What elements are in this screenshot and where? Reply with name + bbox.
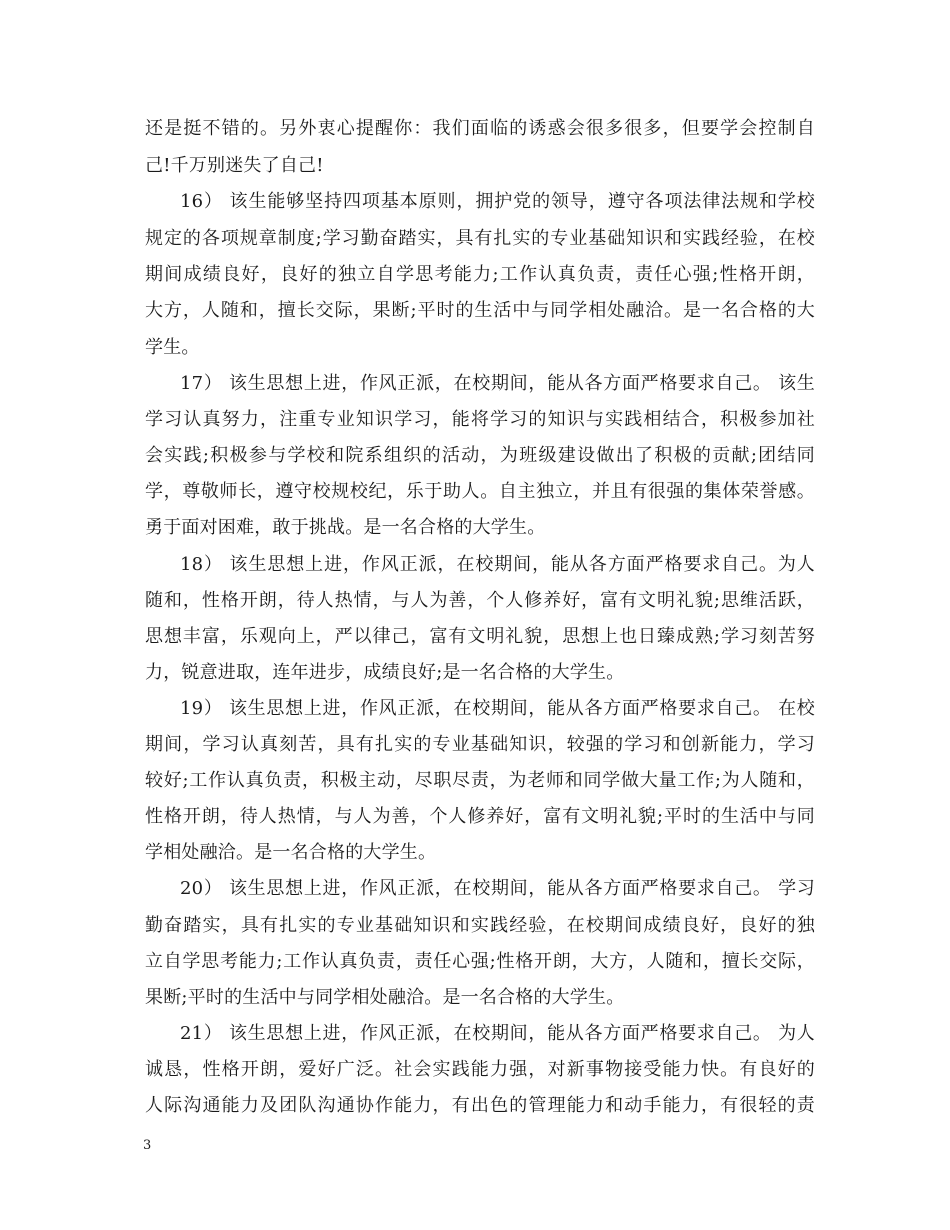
paragraph-21-first-line: 21） 该生思想上进，作风正派，在校期间，能从各方面严格要求自己。 为人 <box>180 1023 815 1044</box>
paragraph-17-first-line: 17） 该生思想上进，作风正派，在校期间，能从各方面严格要求自己。 该生 <box>180 373 815 394</box>
paragraph-line: 性格开朗，待人热情，与人为善，个人修养好，富有文明礼貌;平时的生活中与同 <box>145 806 815 827</box>
paragraph-line: 学，尊敬师长，遵守校规校纪，乐于助人。自主独立，并且有很强的集体荣誉感。 <box>145 481 815 502</box>
paragraph-19-first-line: 19） 该生思想上进，作风正派，在校期间，能从各方面严格要求自己。 在校 <box>180 698 815 719</box>
paragraph-line: 力，锐意进取，连年进步，成绩良好;是一名合格的大学生。 <box>145 662 625 683</box>
paragraph-line: 规定的各项规章制度;学习勤奋踏实，具有扎实的专业基础知识和实践经验，在校 <box>145 228 815 249</box>
paragraph-line: 学习认真努力，注重专业知识学习，能将学习的知识与实践相结合，积极参加社 <box>145 409 815 430</box>
paragraph-line: 诚恳，性格开朗，爱好广泛。社会实践能力强，对新事物接受能力快。有良好的 <box>145 1059 815 1080</box>
paragraph-line: 立自学思考能力;工作认真负责，责任心强;性格开朗，大方，人随和，擅长交际， <box>145 951 815 972</box>
paragraph-line: 学相处融洽。是一名合格的大学生。 <box>145 842 437 863</box>
paragraph-line: 学生。 <box>145 337 200 358</box>
paragraph-18-first-line: 18） 该生思想上进，作风正派，在校期间，能从各方面严格要求自己。为人 <box>180 554 815 575</box>
paragraph-line: 思想丰富，乐观向上，严以律己，富有文明礼貌，思想上也日臻成熟;学习刻苦努 <box>145 626 815 647</box>
paragraph-line: 期间，学习认真刻苦，具有扎实的专业基础知识，较强的学习和创新能力，学习 <box>145 734 815 755</box>
paragraph-line: 果断;平时的生活中与同学相处融洽。是一名合格的大学生。 <box>145 987 625 1008</box>
page-number: 3 <box>143 1138 152 1153</box>
paragraph-line: 勤奋踏实，具有扎实的专业基础知识和实践经验，在校期间成绩良好，良好的独 <box>145 915 815 936</box>
paragraph-line: 较好;工作认真负责，积极主动，尽职尽责，为老师和同学做大量工作;为人随和， <box>145 770 815 791</box>
paragraph-line: 大方，人随和，擅长交际，果断;平时的生活中与同学相处融洽。是一名合格的大 <box>145 300 815 321</box>
paragraph-16-first-line: 16） 该生能够坚持四项基本原则，拥护党的领导，遵守各项法律法规和学校 <box>180 191 815 212</box>
paragraph-line: 人际沟通能力及团队沟通协作能力，有出色的管理能力和动手能力，有很轻的责 <box>145 1095 815 1116</box>
paragraph-20-first-line: 20） 该生思想上进，作风正派，在校期间，能从各方面严格要求自己。 学习 <box>180 878 815 899</box>
paragraph-line: 勇于面对困难，敢于挑战。是一名合格的大学生。 <box>145 517 546 538</box>
paragraph-line: 随和，性格开朗，待人热情，与人为善，个人修养好，富有文明礼貌;思维活跃， <box>145 590 815 611</box>
paragraph-line: 会实践;积极参与学校和院系组织的活动，为班级建设做出了积极的贡献;团结同 <box>145 445 815 466</box>
paragraph-line: 期间成绩良好，良好的独立自学思考能力;工作认真负责，责任心强;性格开朗， <box>145 264 815 285</box>
paragraph-line: 还是挺不错的。另外衷心提醒你：我们面临的诱惑会很多很多，但要学会控制自 <box>145 118 815 139</box>
paragraph-line: 己!千万别迷失了自己! <box>145 155 324 176</box>
